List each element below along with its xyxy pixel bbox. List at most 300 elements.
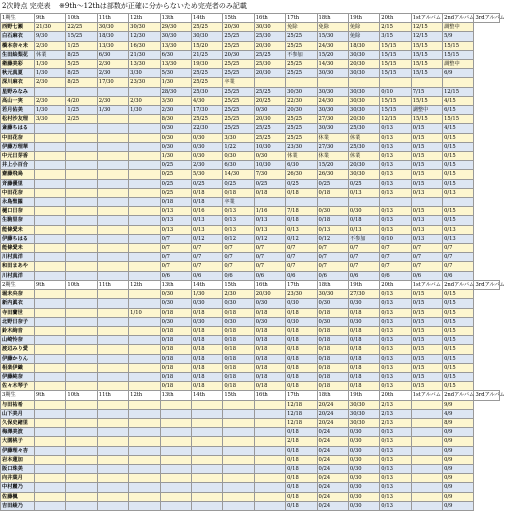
table-cell: 0/7 bbox=[443, 253, 474, 262]
table-cell bbox=[129, 400, 160, 409]
table-cell: 24/30 bbox=[317, 96, 348, 105]
table-cell: 0/18 bbox=[317, 336, 348, 345]
table-cell: 0/18 bbox=[286, 483, 317, 492]
table-cell bbox=[160, 409, 191, 418]
table-cell: 0/30 bbox=[254, 152, 285, 161]
table-cell: 18/30 bbox=[348, 41, 379, 50]
table-cell: 2/30 bbox=[35, 96, 66, 105]
table-cell: 10/30 bbox=[254, 142, 285, 151]
table-cell bbox=[223, 501, 254, 510]
table-cell: 0/10 bbox=[380, 234, 411, 243]
column-header: 12th bbox=[129, 14, 160, 23]
table-cell bbox=[129, 244, 160, 253]
table-cell bbox=[129, 161, 160, 170]
table-cell: 0/18 bbox=[223, 188, 254, 197]
table-cell: 0/30 bbox=[191, 142, 222, 151]
table-cell bbox=[35, 207, 66, 216]
table-cell: 0/6 bbox=[223, 271, 254, 280]
table-cell: 0/7 bbox=[317, 262, 348, 271]
table-row bbox=[1, 418, 500, 427]
table-cell: 0/15 bbox=[443, 336, 474, 345]
table-cell bbox=[97, 437, 128, 446]
table-cell bbox=[66, 382, 97, 391]
table-cell: 0/18 bbox=[286, 326, 317, 335]
table-row bbox=[1, 179, 500, 188]
table-cell bbox=[223, 418, 254, 427]
table-cell: 6/15 bbox=[443, 106, 474, 115]
table-cell: 0/24 bbox=[317, 474, 348, 483]
column-header: 18th bbox=[317, 280, 348, 289]
table-row bbox=[1, 78, 500, 87]
table-cell: 0/25 bbox=[254, 179, 285, 188]
member-name: 中元日芽香 bbox=[1, 152, 35, 161]
member-name: 秋元真夏 bbox=[1, 69, 35, 78]
member-name: 白石麻衣 bbox=[1, 32, 35, 41]
table-cell: 0/18 bbox=[286, 492, 317, 501]
column-header: 11th bbox=[97, 391, 128, 400]
table-cell bbox=[35, 372, 66, 381]
table-cell: 0/12 bbox=[223, 234, 254, 243]
table-cell: 0/7 bbox=[160, 253, 191, 262]
column-header: 3rdアルバム bbox=[475, 281, 505, 288]
table-row bbox=[1, 455, 500, 464]
table-cell: 0/18 bbox=[254, 382, 285, 391]
table-cell: 0/30 bbox=[286, 299, 317, 308]
table-cell bbox=[35, 308, 66, 317]
table-cell bbox=[97, 474, 128, 483]
table-cell: 22/25 bbox=[66, 23, 97, 32]
table-cell: 0/24 bbox=[317, 464, 348, 473]
column-header: 14th bbox=[191, 391, 222, 400]
table-cell bbox=[66, 483, 97, 492]
table-cell bbox=[66, 446, 97, 455]
table-cell: 0/9 bbox=[443, 501, 474, 510]
table-cell: 2/30 bbox=[160, 106, 191, 115]
table-cell: 0/7 bbox=[286, 253, 317, 262]
table-cell: 0/15 bbox=[443, 179, 474, 188]
table-cell: 0/6 bbox=[254, 271, 285, 280]
table-cell: 25/25 bbox=[223, 69, 254, 78]
table-cell bbox=[97, 501, 128, 510]
table-cell bbox=[97, 142, 128, 151]
table-row bbox=[1, 409, 500, 418]
table-cell: 2/25 bbox=[66, 115, 97, 124]
member-name: 阪口珠美 bbox=[1, 464, 35, 473]
table-row bbox=[1, 41, 500, 50]
table-cell: 0/7 bbox=[223, 262, 254, 271]
table-cell bbox=[97, 418, 128, 427]
table-cell bbox=[411, 418, 442, 427]
table-cell: 26/30 bbox=[286, 170, 317, 179]
table-cell: 0/15 bbox=[443, 290, 474, 299]
table-row bbox=[1, 152, 500, 161]
table-cell bbox=[97, 483, 128, 492]
column-header: 11th bbox=[97, 280, 128, 289]
table-cell: 0/15 bbox=[443, 161, 474, 170]
table-cell: 0/15 bbox=[411, 142, 442, 151]
member-name: 衛藤美彩 bbox=[1, 60, 35, 69]
table-cell: 0/13 bbox=[380, 317, 411, 326]
table-cell bbox=[129, 437, 160, 446]
table-cell: 20/30 bbox=[286, 106, 317, 115]
table-cell: 0/7 bbox=[223, 244, 254, 253]
column-header: 2ndアルバム bbox=[444, 281, 475, 288]
column-header: 15th bbox=[223, 280, 254, 289]
table-cell: 20/30 bbox=[254, 115, 285, 124]
table-row bbox=[1, 326, 500, 335]
table-cell bbox=[35, 216, 66, 225]
table-row bbox=[1, 437, 500, 446]
table-cell bbox=[66, 207, 97, 216]
table-cell: 0/18 bbox=[191, 188, 222, 197]
table-cell bbox=[35, 418, 66, 427]
table-cell bbox=[129, 345, 160, 354]
table-cell: 0/30 bbox=[254, 106, 285, 115]
table-cell bbox=[35, 87, 66, 96]
table-row bbox=[1, 207, 500, 216]
table-cell: 25/25 bbox=[223, 115, 254, 124]
table-cell bbox=[66, 244, 97, 253]
table-cell: 0/24 bbox=[317, 501, 348, 510]
table-cell: 3/15 bbox=[380, 32, 411, 41]
table-cell bbox=[411, 409, 442, 418]
table-cell: 12/15 bbox=[411, 23, 442, 32]
table-cell bbox=[66, 299, 97, 308]
table-cell bbox=[286, 78, 317, 87]
table-cell: 調整中 bbox=[443, 23, 474, 32]
table-row bbox=[1, 87, 500, 96]
member-name: 佐藤楓 bbox=[1, 492, 35, 501]
table-cell: 0/30 bbox=[191, 152, 222, 161]
table-cell: 25/25 bbox=[254, 50, 285, 59]
table-cell bbox=[317, 78, 348, 87]
table-cell: 0/15 bbox=[411, 308, 442, 317]
table-cell: 0/18 bbox=[223, 345, 254, 354]
table-cell bbox=[129, 317, 160, 326]
table-cell bbox=[35, 290, 66, 299]
table-cell bbox=[129, 207, 160, 216]
table-cell: 0/18 bbox=[286, 501, 317, 510]
table-cell bbox=[66, 124, 97, 133]
table-cell: 8/30 bbox=[160, 115, 191, 124]
table-cell bbox=[129, 290, 160, 299]
table-cell: 20/30 bbox=[348, 115, 379, 124]
column-header: 20th bbox=[380, 391, 411, 400]
table-cell: 30/30 bbox=[348, 96, 379, 105]
table-cell bbox=[35, 299, 66, 308]
table-cell: 0/18 bbox=[160, 336, 191, 345]
table-cell: 5/30 bbox=[191, 170, 222, 179]
column-header: 1stアルバム bbox=[412, 281, 441, 288]
table-cell: 0/13 bbox=[443, 188, 474, 197]
table-cell: 0/13 bbox=[380, 207, 411, 216]
table-cell: 0/7 bbox=[443, 262, 474, 271]
table-cell: 0/18 bbox=[286, 308, 317, 317]
table-cell: 8/25 bbox=[66, 78, 97, 87]
table-cell: 0/18 bbox=[160, 363, 191, 372]
member-name: 梅澤美波 bbox=[1, 428, 35, 437]
table-cell bbox=[97, 133, 128, 142]
table-cell: 0/13 bbox=[411, 234, 442, 243]
table-cell: 25/30 bbox=[348, 142, 379, 151]
table-cell: 0/30 bbox=[160, 133, 191, 142]
table-cell: 0/15 bbox=[411, 372, 442, 381]
member-name: 相楽伊織 bbox=[1, 363, 35, 372]
table-cell bbox=[97, 382, 128, 391]
table-cell: 0/7 bbox=[254, 253, 285, 262]
table-cell: 30/30 bbox=[97, 23, 128, 32]
table-row bbox=[1, 262, 500, 271]
table-cell: 0/13 bbox=[380, 161, 411, 170]
table-cell: 0/18 bbox=[191, 326, 222, 335]
table-cell: 0/6 bbox=[411, 271, 442, 280]
table-cell bbox=[97, 299, 128, 308]
table-cell: 0/18 bbox=[254, 372, 285, 381]
table-cell: 0/13 bbox=[411, 225, 442, 234]
table-row bbox=[1, 50, 500, 59]
table-cell: 0/15 bbox=[411, 179, 442, 188]
member-name: 鈴木絢音 bbox=[1, 326, 35, 335]
table-cell bbox=[160, 418, 191, 427]
table-cell bbox=[66, 336, 97, 345]
table-cell: 0/13 bbox=[191, 225, 222, 234]
table-row bbox=[1, 60, 500, 69]
table-cell bbox=[35, 474, 66, 483]
table-cell bbox=[223, 446, 254, 455]
table-row bbox=[1, 336, 500, 345]
table-cell: 0/15 bbox=[443, 133, 474, 142]
table-cell bbox=[129, 87, 160, 96]
table-cell bbox=[223, 492, 254, 501]
table-cell: 0/18 bbox=[317, 382, 348, 391]
table-cell bbox=[411, 446, 442, 455]
table-row bbox=[1, 244, 500, 253]
table-cell: 0/18 bbox=[317, 308, 348, 317]
member-name: 高山一実 bbox=[1, 96, 35, 105]
table-cell: 2/30 bbox=[35, 41, 66, 50]
table-row bbox=[1, 354, 500, 363]
table-cell: 0/7 bbox=[254, 244, 285, 253]
table-cell: 0/18 bbox=[191, 336, 222, 345]
table-cell: 20/24 bbox=[317, 409, 348, 418]
table-cell: 0/25 bbox=[317, 179, 348, 188]
table-cell: 0/13 bbox=[380, 142, 411, 151]
table-cell bbox=[66, 437, 97, 446]
table-cell bbox=[97, 455, 128, 464]
table-cell: 0/13 bbox=[160, 225, 191, 234]
table-cell bbox=[66, 152, 97, 161]
table-cell bbox=[191, 474, 222, 483]
table-cell: 15/15 bbox=[411, 96, 442, 105]
table-cell: 30/30 bbox=[254, 23, 285, 32]
table-cell: 16/30 bbox=[129, 41, 160, 50]
table-cell: 27/30 bbox=[348, 290, 379, 299]
member-name: 斉藤優里 bbox=[1, 179, 35, 188]
table-cell: 25/25 bbox=[286, 41, 317, 50]
member-name: 岩本蓮加 bbox=[1, 455, 35, 464]
table-cell: 20/24 bbox=[317, 400, 348, 409]
table-cell: 25/25 bbox=[191, 78, 222, 87]
table-cell: 0/6 bbox=[380, 271, 411, 280]
table-cell: 0/18 bbox=[348, 382, 379, 391]
table-cell: 30/30 bbox=[348, 170, 379, 179]
member-name: 橋本奈々未 bbox=[1, 41, 35, 50]
table-cell: 0/15 bbox=[443, 152, 474, 161]
table-cell: 25/25 bbox=[254, 124, 285, 133]
table-cell: 0/18 bbox=[254, 354, 285, 363]
table-cell: 0/18 bbox=[160, 345, 191, 354]
table-row bbox=[1, 290, 500, 299]
table-cell bbox=[35, 262, 66, 271]
table-cell bbox=[35, 455, 66, 464]
table-cell bbox=[97, 124, 128, 133]
column-header: 9th bbox=[35, 14, 66, 23]
table-cell: 15/15 bbox=[380, 96, 411, 105]
table-cell: 1/30 bbox=[35, 60, 66, 69]
table-cell: 0/18 bbox=[160, 326, 191, 335]
table-cell: 0/13 bbox=[380, 428, 411, 437]
table-cell: 0/18 bbox=[286, 455, 317, 464]
table-cell bbox=[129, 474, 160, 483]
member-name: 伊藤万理華 bbox=[1, 142, 35, 151]
table-cell: 0/25 bbox=[160, 179, 191, 188]
table-row bbox=[1, 133, 500, 142]
table-cell: 休業 bbox=[348, 133, 379, 142]
table-cell: 1/25 bbox=[66, 41, 97, 50]
table-cell: 0/6 bbox=[286, 271, 317, 280]
table-cell bbox=[66, 308, 97, 317]
table-cell: 6/30 bbox=[286, 161, 317, 170]
table-row bbox=[1, 225, 500, 234]
table-cell bbox=[348, 78, 379, 87]
table-cell: 0/15 bbox=[443, 372, 474, 381]
table-cell: 14/30 bbox=[317, 60, 348, 69]
table-cell bbox=[160, 437, 191, 446]
table-cell bbox=[254, 418, 285, 427]
table-cell: 0/30 bbox=[348, 446, 379, 455]
table-cell: 0/7 bbox=[223, 253, 254, 262]
member-name: 能條愛未 bbox=[1, 244, 35, 253]
table-cell: 2/30 bbox=[35, 78, 66, 87]
table-cell: 0/30 bbox=[160, 124, 191, 133]
table-cell: 15/15 bbox=[380, 41, 411, 50]
table-row bbox=[1, 363, 500, 372]
column-header: 13th bbox=[160, 391, 191, 400]
table-cell: 0/13 bbox=[380, 188, 411, 197]
table-cell: 0/12 bbox=[286, 234, 317, 243]
member-name: 斎藤ちはる bbox=[1, 124, 35, 133]
table-cell: 0/18 bbox=[348, 354, 379, 363]
table-cell: 30/30 bbox=[348, 87, 379, 96]
table-cell: 0/13 bbox=[223, 207, 254, 216]
table-cell: 0/13 bbox=[380, 326, 411, 335]
table-cell bbox=[411, 198, 442, 207]
member-name: 齋藤飛鳥 bbox=[1, 170, 35, 179]
table-cell: 15/15 bbox=[411, 50, 442, 59]
table-cell: 15/15 bbox=[411, 115, 442, 124]
table-cell: 17/30 bbox=[97, 78, 128, 87]
table-cell: 0/18 bbox=[286, 354, 317, 363]
table-cell bbox=[254, 78, 285, 87]
table-cell: 0/7 bbox=[348, 244, 379, 253]
table-cell bbox=[160, 492, 191, 501]
table-cell: 0/30 bbox=[254, 299, 285, 308]
table-cell: 12/18 bbox=[286, 418, 317, 427]
table-cell bbox=[160, 501, 191, 510]
member-name: 若月佑美 bbox=[1, 106, 35, 115]
table-cell bbox=[66, 179, 97, 188]
table-cell: 0/18 bbox=[223, 372, 254, 381]
table-cell: 2/30 bbox=[97, 60, 128, 69]
table-cell: 20/24 bbox=[317, 418, 348, 427]
table-cell: 6/30 bbox=[160, 50, 191, 59]
member-name: 深川麻衣 bbox=[1, 78, 35, 87]
member-name: 星野みなみ bbox=[1, 87, 35, 96]
table-cell: 0/15 bbox=[443, 308, 474, 317]
member-name: 佐々木琴子 bbox=[1, 382, 35, 391]
table-cell: 14/30 bbox=[223, 170, 254, 179]
table-cell: 0/18 bbox=[317, 345, 348, 354]
table-cell: 25/25 bbox=[286, 69, 317, 78]
column-header: 18th bbox=[317, 391, 348, 400]
table-cell: 13/30 bbox=[129, 60, 160, 69]
table-cell: 0/15 bbox=[411, 290, 442, 299]
table-cell: 25/25 bbox=[223, 41, 254, 50]
table-cell: 0/30 bbox=[317, 299, 348, 308]
column-header: 10th bbox=[66, 280, 97, 289]
table-cell: 0/25 bbox=[160, 170, 191, 179]
table-cell bbox=[35, 345, 66, 354]
table-cell: 25/25 bbox=[191, 115, 222, 124]
table-cell bbox=[97, 317, 128, 326]
table-cell: 25/30 bbox=[254, 60, 285, 69]
table-cell: 8/9 bbox=[443, 418, 474, 427]
table-cell: 19/30 bbox=[191, 60, 222, 69]
table-cell: 0/18 bbox=[254, 326, 285, 335]
table-cell bbox=[35, 152, 66, 161]
table-cell: 13/30 bbox=[160, 60, 191, 69]
table-row bbox=[1, 501, 500, 510]
table-cell bbox=[254, 198, 285, 207]
table-cell: 25/25 bbox=[286, 32, 317, 41]
table-cell bbox=[160, 428, 191, 437]
table-cell bbox=[254, 483, 285, 492]
table-cell: 0/13 bbox=[380, 216, 411, 225]
table-cell: 0/18 bbox=[160, 382, 191, 391]
table-cell: 0/9 bbox=[443, 455, 474, 464]
table-cell: 0/15 bbox=[411, 345, 442, 354]
table-cell: 0/9 bbox=[443, 474, 474, 483]
table-cell: 0/13 bbox=[380, 133, 411, 142]
table-cell: 0/15 bbox=[411, 161, 442, 170]
table-cell bbox=[129, 234, 160, 243]
table-cell: 13/30 bbox=[97, 41, 128, 50]
table-cell: 0/13 bbox=[380, 290, 411, 299]
table-cell: 0/7 bbox=[160, 244, 191, 253]
table-cell: 0/18 bbox=[160, 372, 191, 381]
column-header: 2ndアルバム bbox=[444, 392, 475, 399]
table-cell: 0/15 bbox=[411, 207, 442, 216]
table-cell bbox=[129, 446, 160, 455]
table-cell bbox=[97, 253, 128, 262]
table-cell: 0/18 bbox=[191, 372, 222, 381]
table-cell bbox=[191, 409, 222, 418]
table-cell: 0/18 bbox=[317, 372, 348, 381]
member-name: 伊藤理々杏 bbox=[1, 446, 35, 455]
column-header: 16th bbox=[254, 280, 285, 289]
table-cell bbox=[97, 290, 128, 299]
table-cell bbox=[97, 446, 128, 455]
